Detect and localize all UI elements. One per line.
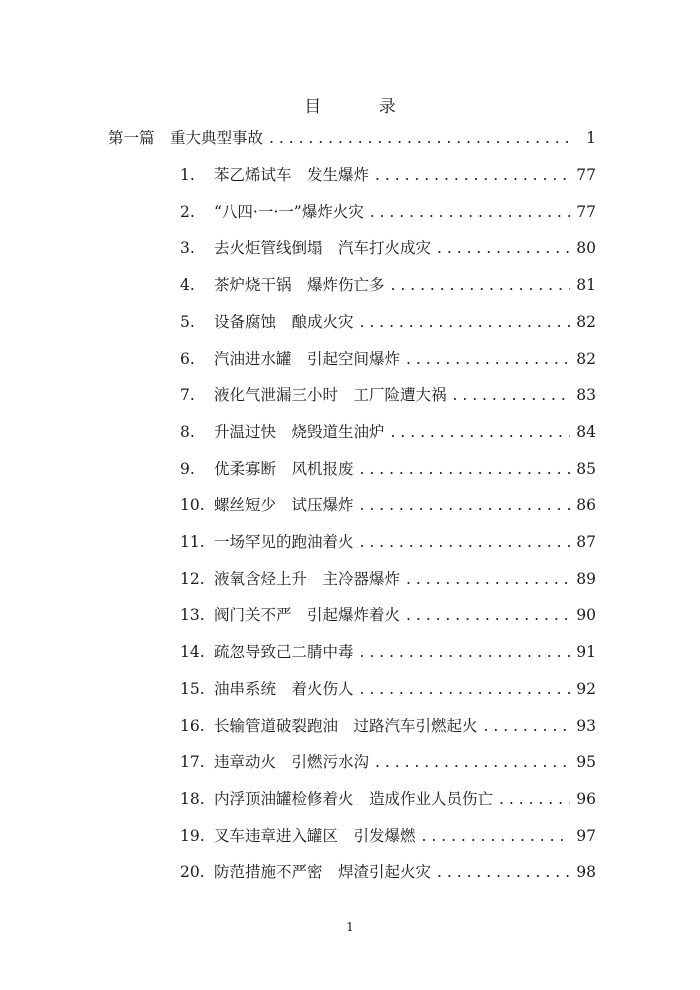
toc-entry[interactable]: [180, 349, 596, 369]
toc-entry-title: 叉车违章进入罐区 引发爆燃: [214, 826, 416, 845]
toc-entry[interactable]: [180, 275, 596, 295]
toc-leader-dots: [484, 716, 570, 736]
toc-entry-number: 14.: [180, 643, 205, 662]
toc-part-label: 第一篇: [108, 129, 155, 147]
toc-entry-number: 18.: [180, 789, 205, 808]
toc-entry-page: 77: [576, 166, 596, 184]
toc-entry[interactable]: [180, 459, 596, 479]
toc-entry-number: 19.: [180, 826, 205, 845]
toc-entry[interactable]: [180, 312, 596, 332]
toc-entry[interactable]: [180, 495, 596, 515]
toc-entry-number: 6.: [180, 349, 195, 368]
toc-entry[interactable]: [180, 385, 596, 405]
toc-entry[interactable]: [180, 826, 596, 846]
toc-leader-dots: [360, 495, 570, 515]
toc-leader-dots: [360, 642, 570, 662]
toc-entry-page: 87: [576, 533, 596, 551]
toc-entry-number: 10.: [180, 496, 205, 515]
toc-entry-title: 去火炬管线倒塌 汽车打火成灾: [214, 239, 432, 258]
toc-leader-dots: [437, 862, 570, 882]
toc-entry-page: 96: [576, 789, 596, 808]
toc-entry-title: 液化气泄漏三小时 工厂险遭大祸: [214, 386, 447, 405]
toc-leader-dots: [391, 275, 570, 295]
toc-leader-dots: [375, 165, 570, 185]
toc-leader-dots: [406, 605, 570, 625]
toc-entry-number: 11.: [180, 533, 205, 551]
toc-entry-number: 13.: [180, 606, 205, 625]
toc-entry-title: 一场罕见的跑油着火: [214, 533, 354, 551]
toc-leader-dots: [391, 422, 570, 442]
toc-entry-title: 茶炉烧干锅 爆炸伤亡多: [214, 276, 385, 295]
toc-entry-page: 95: [576, 753, 596, 772]
toc-entry-page: 86: [576, 496, 596, 515]
toc-entry[interactable]: [180, 862, 596, 882]
toc-entry-page: 82: [576, 312, 596, 331]
toc-entry-page: 77: [576, 202, 596, 221]
toc-entry-number: 4.: [180, 276, 195, 295]
toc-entry-title: 螺丝短少 试压爆炸: [214, 496, 354, 515]
toc-title: 目 录: [304, 97, 422, 117]
toc-entry-page: 98: [576, 863, 596, 882]
toc-entry-page: 97: [576, 826, 596, 845]
toc-entry-title: 设备腐蚀 酿成火灾: [214, 312, 354, 331]
toc-entry-title: 汽油进水罐 引起空间爆炸: [214, 349, 401, 368]
toc-part-row[interactable]: [108, 128, 596, 148]
toc-leader-dots: [360, 679, 570, 699]
toc-entry[interactable]: [180, 422, 596, 442]
toc-entry[interactable]: [180, 716, 596, 736]
toc-entry-title: 升温过快 烧毁道生油炉: [214, 422, 385, 441]
page-number: 1: [346, 920, 354, 934]
toc-entry-title: 内浮顶油罐检修着火 造成作业人员伤亡: [214, 789, 494, 808]
toc-entry-number: 16.: [180, 716, 205, 735]
toc-entry-number: 9.: [180, 459, 195, 478]
toc-entry-page: 84: [576, 422, 596, 441]
toc-entry-number: 17.: [180, 753, 205, 772]
toc-entry[interactable]: [180, 569, 596, 589]
toc-part-page: 1: [586, 129, 596, 147]
toc-entry-number: 1.: [180, 166, 195, 184]
toc-entry-title: 优柔寡断 风机报废: [214, 459, 354, 478]
toc-leader-dots: [370, 202, 570, 222]
toc-entry-page: 85: [576, 459, 596, 478]
toc-entry-page: 81: [576, 276, 596, 295]
toc-entry-page: 91: [576, 643, 596, 662]
toc-entry-title: 油串系统 着火伤人: [214, 679, 354, 698]
toc-leader-dots: [269, 128, 570, 148]
toc-entry-title: 阀门关不严 引起爆炸着火: [214, 606, 401, 625]
toc-entry[interactable]: [180, 789, 596, 809]
toc-entry-page: 89: [576, 569, 596, 588]
toc-entry[interactable]: [180, 165, 596, 185]
toc-entry-number: 20.: [180, 863, 205, 882]
toc-leader-dots: [422, 826, 570, 846]
toc-entry[interactable]: [180, 238, 596, 258]
toc-entry-title: 疏忽导致己二腈中毒: [214, 643, 354, 662]
toc-entry-number: 15.: [180, 679, 205, 698]
toc-entry-title: 液氧含烃上升 主冷器爆炸: [214, 569, 401, 588]
toc-part-title: 重大典型事故: [170, 129, 264, 147]
toc-entry-number: 12.: [180, 569, 205, 588]
toc-entry-title: 违章动火 引燃污水沟: [214, 753, 370, 772]
toc-leader-dots: [360, 459, 570, 479]
toc-leader-dots: [499, 789, 570, 809]
toc-entry-page: 92: [576, 679, 596, 698]
toc-entry[interactable]: [180, 752, 596, 772]
toc-entry-number: 7.: [180, 386, 195, 405]
toc-entry-number: 5.: [180, 312, 195, 331]
toc-entry-number: 2.: [180, 202, 195, 221]
toc-entry-page: 93: [576, 716, 596, 735]
toc-entry-title: “八四·一·一”爆炸火灾: [214, 202, 364, 221]
toc-leader-dots: [453, 385, 570, 405]
toc-entry-page: 90: [576, 606, 596, 625]
toc-entry-title: 防范措施不严密 焊渣引起火灾: [214, 863, 432, 882]
toc-entry[interactable]: [180, 642, 596, 662]
toc-entry-title: 苯乙烯试车 发生爆炸: [214, 166, 370, 184]
toc-entry-page: 82: [576, 349, 596, 368]
toc-entry-page: 80: [576, 239, 596, 258]
toc-leader-dots: [360, 532, 570, 552]
toc-entry[interactable]: [180, 202, 596, 222]
toc-entry-page: 83: [576, 386, 596, 405]
toc-leader-dots: [375, 752, 570, 772]
toc-entry[interactable]: [180, 679, 596, 699]
toc-leader-dots: [360, 312, 570, 332]
toc-entry-title: 长输管道破裂跑油 过路汽车引燃起火: [214, 716, 478, 735]
toc-leader-dots: [406, 349, 570, 369]
toc-entry-number: 3.: [180, 239, 195, 258]
toc-entry-number: 8.: [180, 422, 195, 441]
toc-leader-dots: [406, 569, 570, 589]
toc-leader-dots: [437, 238, 570, 258]
toc-entry[interactable]: [180, 605, 596, 625]
toc-entry[interactable]: [180, 532, 596, 552]
